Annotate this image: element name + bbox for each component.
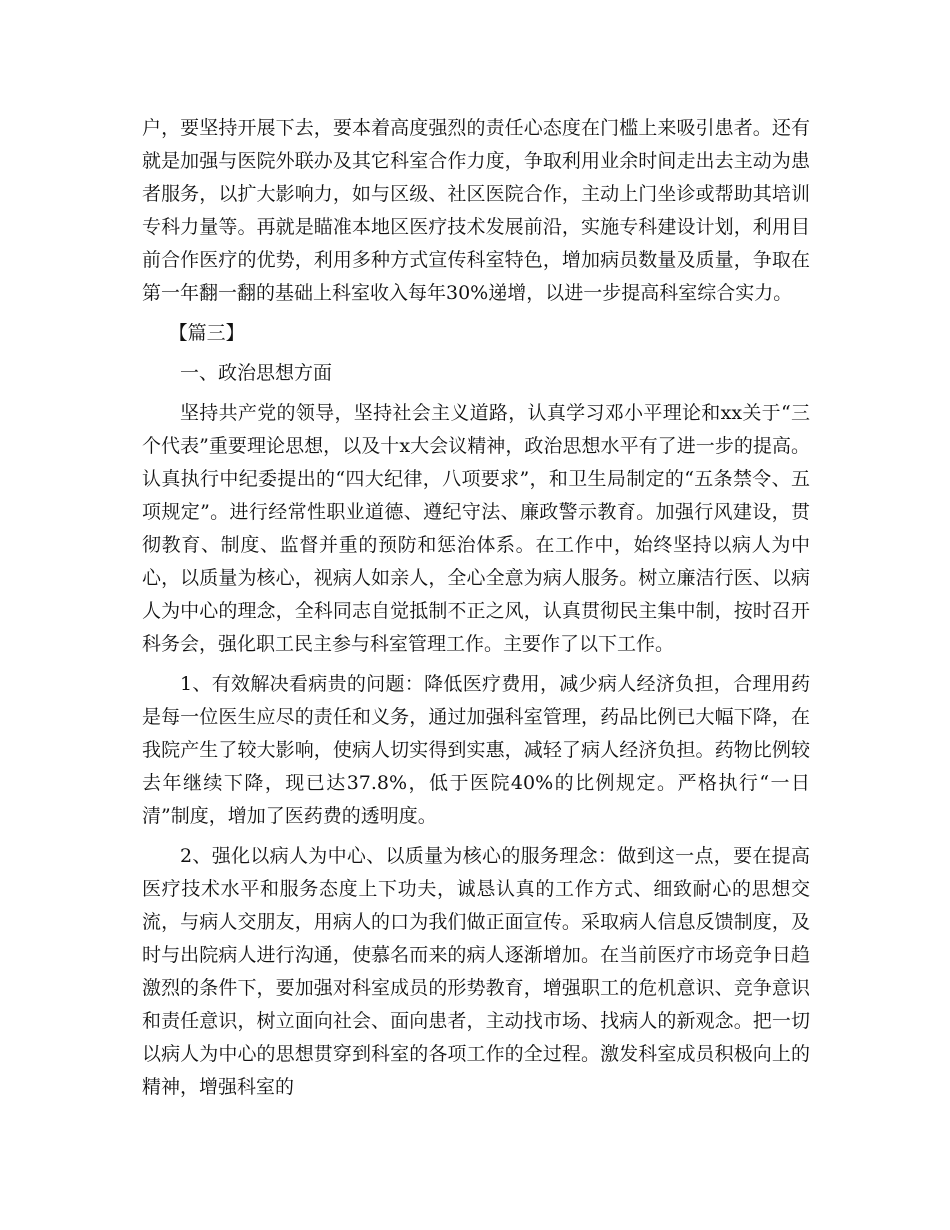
- paragraph: 1、有效解决看病贵的问题：降低医疗费用，减少病人经济负担，合理用药是每一位医生应尽的责任和义务，通过加强科室管理，药品比例已大幅下降，在我院产生了较大影响，使病人切实得到实惠，减轻了病人经济负担。药物比例较去年继续下降，现已达37.8%，低于医院40%的比例规定。严格执行“一日清”制度，增加了医药费的透明度。: [142, 673, 810, 827]
- document-page: [142, 112, 810, 1111]
- paragraph-continuation: 户，要坚持开展下去，要本着高度强烈的责任心态度在门槛上来吸引患者。还有就是加强与医院外联办及其它科室合作力度，争取利用业余时间走出去主动为患者服务，以扩大影响力，如与区级、社区医院合作，主动上门坐诊或帮助其培训专科力量等。再就是瞄准本地区医疗技术发展前沿，实施专科建设计划，利用目前合作医疗的优势，利用多种方式宣传科室特色，增加病员数量及质量，争取在第一年翻一翻的基础上科室收入每年30%递增，以进一步提高科室综合实力。: [142, 117, 810, 304]
- paragraph: 坚持共产党的领导，坚持社会主义道路，认真学习邓小平理论和xx关于“三个代表”重要理论思想，以及十x大会议精神，政治思想水平有了进一步的提高。认真执行中纪委提出的“四大纪律，八项要求”，和卫生局制定的“五条禁令、五项规定”。进行经常性职业道德、遵纪守法、廉政警示教育。加强行风建设，贯彻教育、制度、监督并重的预防和惩治体系。在工作中，始终坚持以病人为中心，以质量为核心，视病人如亲人，全心全意为病人服务。树立廉洁行医、以病人为中心的理念，全科同志自觉抵制不正之风，认真贯彻民主集中制，按时召开科务会，强化职工民主参与科室管理工作。主要作了以下工作。: [142, 402, 810, 655]
- section-heading: 【篇三】: [168, 322, 245, 344]
- paragraph: 2、强化以病人为中心、以质量为核心的服务理念：做到这一点，要在提高医疗技术水平和服务态度上下功夫，诚恳认真的工作方式、细致耐心的思想交流，与病人交朋友，用病人的口为我们做正面宣传。采取病人信息反馈制度，及时与出院病人进行沟通，使慕名而来的病人逐渐增加。在当前医疗市场竞争日趋激烈的条件下，要加强对科室成员的形势教育，增强职工的危机意识、竞争意识和责任意识，树立面向社会、面向患者，主动找市场、找病人的新观念。把一切以病人为中心的思想贯穿到科室的各项工作的全过程。激发科室成员积极向上的精神，增强科室的: [142, 845, 810, 1098]
- subsection-heading: 一、政治思想方面: [180, 362, 333, 384]
